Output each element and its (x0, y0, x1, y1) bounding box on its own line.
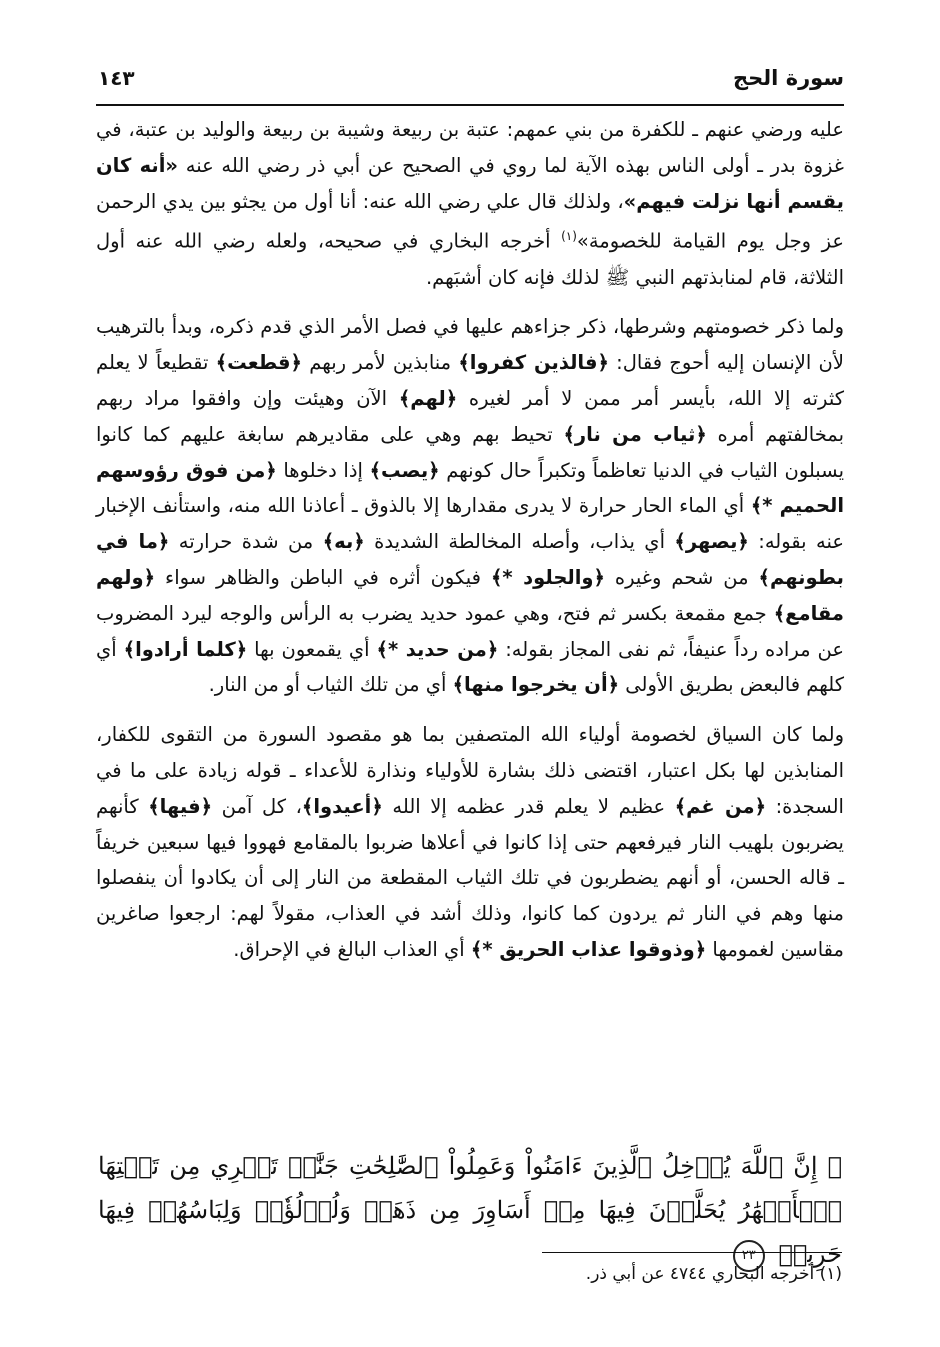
paragraph-text: أي كلهم فالبعض بطريق الأولى (96, 637, 844, 697)
paragraph-text: أي يقمعون بها (247, 637, 377, 661)
paragraph-text: أي العذاب البالغ في الإحراق. (233, 938, 471, 962)
paragraph-text: تقطيعاً لا يعلم كثرته إلا الله، بأيسر أمر ممن لا أمر لغيره (96, 351, 844, 411)
quran-quote: ﴿كلما أرادوا﴾ (123, 637, 248, 661)
paragraph-text: أي يذاب، وأصله المخالطة الشديدة (364, 530, 675, 554)
commentary-paragraph (96, 309, 844, 703)
page-number: ١٤٣ (98, 66, 135, 90)
footnote: (١) أخرجه البخاري ٤٧٤٤ عن أبي ذر. (585, 1264, 842, 1284)
quran-quote: ﴿من حديد *﴾ (376, 637, 499, 661)
quran-quote: «أنه كان يقسم أنها نزلت فيهم» (96, 153, 844, 213)
paragraph-text: أي من تلك الثياب أو من النار. (208, 673, 453, 697)
paragraph-text: كأنهم يضربون بلهيب النار فيرفعهم حتى إذا كانوا في أعلاها ضربوا بالمقامع فهووا فيها سبعين خريفاً ـ قاله الحسن، أو أنهم يضطربون في تلك الثياب المقطعة من النار إلى أن يكادوا أن ينفصلوا منها وهم في النار ثم يردون كما كانوا، وذلك أشد في العذاب، مقولاً لهم: ارجعوا صاغرين مقاسين لغمومها (96, 794, 844, 962)
header-divider (96, 104, 844, 106)
paragraph-text: أخرجه البخاري في صحيحه، ولعله رضي الله عنه أول الثلاثة، قام لمنابذتهم النبي ﷺ لذلك فإنه كان أشبَهم. (96, 229, 844, 289)
paragraph-text: تحيط بهم وهي على مقاديرهم سابغة عليهم كما كانوا يسبلون الثياب في الدنيا تعاظماً وتكبراً حال كونهم (96, 422, 845, 482)
paragraph-text: عظيم لا يعلم قدر عظمه إلا الله (382, 794, 675, 818)
verse-text: ﴿ إِنَّ ٱللَّهَ يُدۡخِلُ ٱلَّذِينَ ءَامَنُواْ وَعَمِلُواْ ٱلصَّٰلِحَٰتِ جَنَّٰتٖ تَجۡرِي مِن تَحۡتِهَا ٱلۡأَنۡهَٰرُ يُحَلَّوۡنَ فِيهَا مِنۡ أَسَاوِرَ مِن ذَهَبٖ وَلُؤۡلُؤٗاۖ وَلِبَاسُهُمۡ فِيهَا حَرِيرٞ (98, 1152, 842, 1268)
commentary-body (96, 112, 844, 968)
surah-title: سورة الحج (733, 66, 844, 90)
paragraph-text: فيكون أثره في الباطن والظاهر سواء (155, 566, 491, 590)
page-header (98, 66, 844, 96)
quran-quote: ﴿ولهم مقامع﴾ (96, 566, 844, 625)
commentary-paragraph (96, 112, 844, 295)
quran-verse (98, 1144, 842, 1276)
quran-quote: ﴿يصهر﴾ (674, 530, 749, 554)
quran-quote: ﴿قطعت﴾ (215, 351, 302, 375)
quran-quote: ﴿وذوقوا عذاب الحريق *﴾ (470, 938, 707, 962)
quran-quote: ﴿ما في بطونهم﴾ (96, 530, 844, 590)
paragraph-text: منابذين لأمر ربهم (301, 351, 459, 375)
paragraph-text: عليه ورضي عنهم ـ للكفرة من بني عمهم: عتبة بن ربيعة وشيبة بن ربيعة والوليد بن عتبة، في غزوة بدر ـ أولى الناس بهذه الآية لما روي في الصحيح عن أبي ذر رضي الله عنه (96, 118, 844, 177)
quran-quote: ﴿فالذين كفروا﴾ (458, 351, 609, 375)
quran-quote: ﴿يصب﴾ (369, 458, 440, 482)
paragraph-text: الآن وهيئت وإن وافقوا مراد ربهم بمخالفتهم أمره (96, 387, 844, 446)
paragraph-text: ، كل آمن (212, 794, 302, 818)
paragraph-text: إذا دخلوها (276, 458, 370, 482)
paragraph-text: جمع مقمعة بكسر ثم فتح، وهي عمود حديد يضرب به الرأس والوجه ليرد المضروب عن مراده رداً عنيفاً، ثم نفى المجاز بقوله: (96, 601, 844, 661)
quran-quote: ﴿من غم﴾ (674, 794, 766, 818)
commentary-paragraph (96, 717, 844, 968)
quran-quote: ﴿لهم﴾ (398, 387, 458, 411)
ayah-number-badge: ٢٣ (733, 1240, 765, 1272)
quran-quote: ﴿والجلود *﴾ (490, 566, 605, 590)
quran-quote: ﴿من فوق رؤوسهم الحميم *﴾ (96, 458, 845, 518)
paragraph-text: ولما ذكر خصومتهم وشرطها، ذكر جزاءهم عليها في فصل الأمر الذي قدم ذكره، وبدأ بالترهيب لأن الإنسان إليه أحوج فقال: (96, 315, 844, 375)
paragraph-text: ، ولذلك قال علي رضي الله عنه: أنا أول من يجثو بين يدي الرحمن عز وجل يوم القيامة للخصومة» (96, 189, 844, 253)
quran-quote: ﴿فيها﴾ (148, 794, 213, 818)
paragraph-text: من شدة حرارته (169, 530, 323, 554)
footnote-ref: (١) (561, 229, 577, 244)
quran-quote: ﴿ثياب من نار﴾ (563, 422, 707, 446)
paragraph-text: ولما كان السياق لخصومة أولياء الله المتصفين بما هو مقصود السورة من التقوى للكفار، المنابذين لها بكل اعتبار، اقتضى ذلك بشارة للأولياء ونذارة للأعداء ـ قوله زيادة على ما في السجدة: (96, 723, 844, 818)
quran-quote: ﴿أن يخرجوا منها﴾ (452, 673, 620, 697)
quran-quote: ﴿أعيدوا﴾ (301, 794, 383, 818)
paragraph-text: أي الماء الحار حرارة لا يدرى مقدارها إلا بالذوق ـ أعاذنا الله منه، واستأنف الإخبار عنه بقوله: (96, 494, 844, 554)
footnote-divider (542, 1252, 842, 1253)
quran-quote: ﴿به﴾ (322, 530, 365, 554)
paragraph-text: من شحم وغيره (604, 566, 759, 590)
